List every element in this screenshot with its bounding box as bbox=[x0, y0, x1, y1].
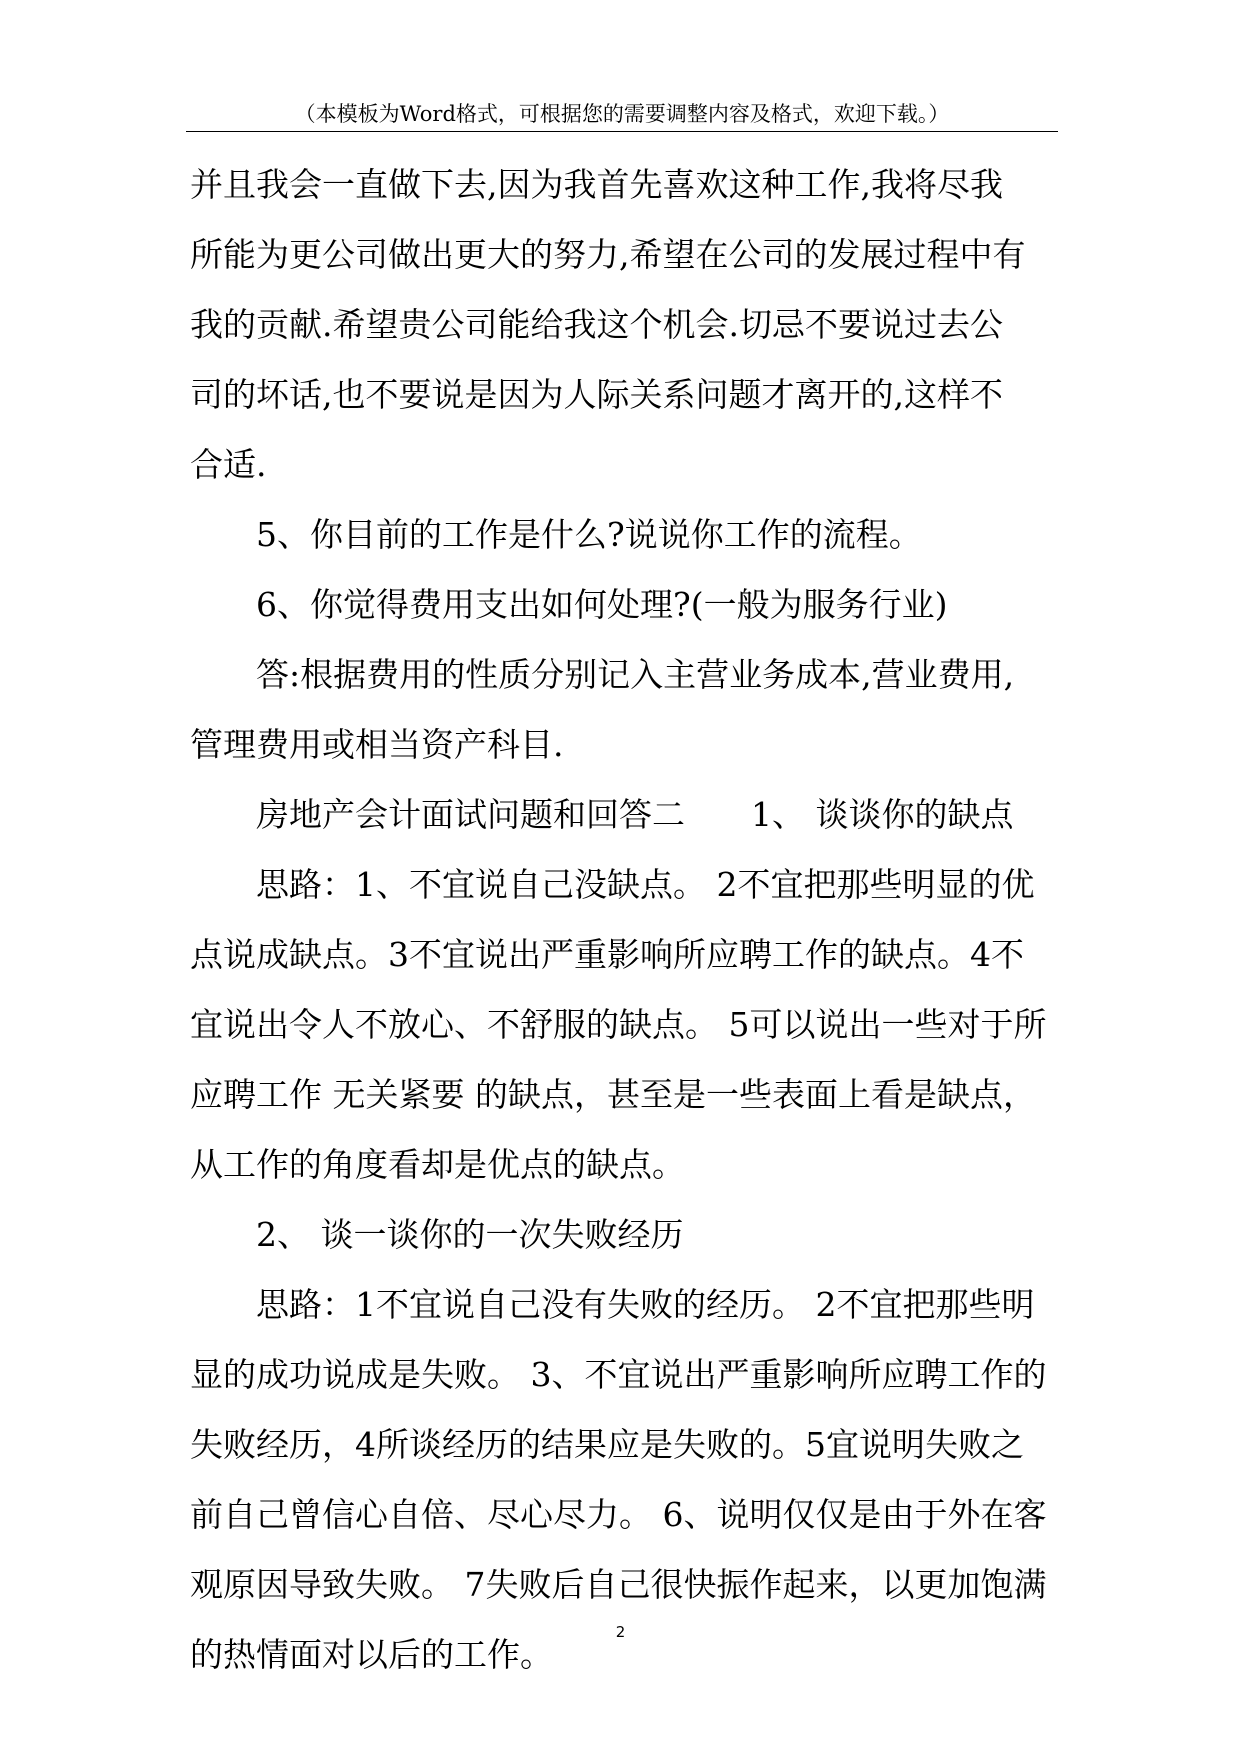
paragraph-line: 思路：1不宜说自己没有失败的经历。 2不宜把那些明 bbox=[256, 1285, 1035, 1324]
document-body bbox=[190, 158, 1056, 1698]
paragraph-line: 宜说出令人不放心、不舒服的缺点。 5可以说出一些对于所 bbox=[190, 1005, 1047, 1044]
section-heading-line: 房地产会计面试问题和回答二 1、 谈谈你的缺点 bbox=[256, 795, 1014, 834]
paragraph-line: 从工作的角度看却是优点的缺点。 bbox=[190, 1145, 685, 1184]
paragraph-line: 失败经历，4所谈经历的结果应是失败的。5宜说明失败之 bbox=[190, 1425, 1024, 1464]
paragraph-line: 应聘工作 无关紧要 的缺点，甚至是一些表面上看是缺点， bbox=[190, 1075, 1036, 1114]
paragraph-line: 的热情面对以后的工作。 bbox=[190, 1635, 553, 1674]
paragraph-line: 显的成功说成是失败。 3、不宜说出严重影响所应聘工作的 bbox=[190, 1355, 1047, 1394]
paragraph-line: 合适. bbox=[190, 445, 267, 484]
paragraph-line: 所能为更公司做出更大的努力,希望在公司的发展过程中有 bbox=[190, 235, 1026, 274]
paragraph-line: 点说成缺点。3不宜说出严重影响所应聘工作的缺点。4不 bbox=[190, 935, 1024, 974]
paragraph-line: 司的坏话,也不要说是因为人际关系问题才离开的,这样不 bbox=[190, 375, 1003, 414]
paragraph-line: 并且我会一直做下去,因为我首先喜欢这种工作,我将尽我 bbox=[190, 165, 1003, 204]
header-note: （本模板为Word格式，可根据您的需要调整内容及格式，欢迎下载。） bbox=[294, 102, 950, 126]
question-line: 2、 谈一谈你的一次失败经历 bbox=[256, 1215, 684, 1254]
answer-line: 答:根据费用的性质分别记入主营业务成本,营业费用, bbox=[256, 655, 1015, 694]
paragraph-line: 管理费用或相当资产科目. bbox=[190, 725, 564, 764]
header-rule bbox=[186, 131, 1058, 132]
question-line: 6、你觉得费用支出如何处理?(一般为服务行业) bbox=[256, 585, 948, 624]
paragraph-line: 前自己曾信心自倍、尽心尽力。 6、说明仅仅是由于外在客 bbox=[190, 1495, 1047, 1534]
question-line: 5、你目前的工作是什么?说说你工作的流程。 bbox=[256, 515, 922, 554]
page-number: 2 bbox=[615, 1623, 626, 1641]
paragraph-line: 思路：1、不宜说自己没缺点。 2不宜把那些明显的优 bbox=[256, 865, 1035, 904]
paragraph-line: 我的贡献.希望贵公司能给我这个机会.切忌不要说过去公 bbox=[190, 305, 1003, 344]
paragraph-line: 观原因导致失败。 7失败后自己很快振作起来，以更加饱满 bbox=[190, 1565, 1047, 1604]
